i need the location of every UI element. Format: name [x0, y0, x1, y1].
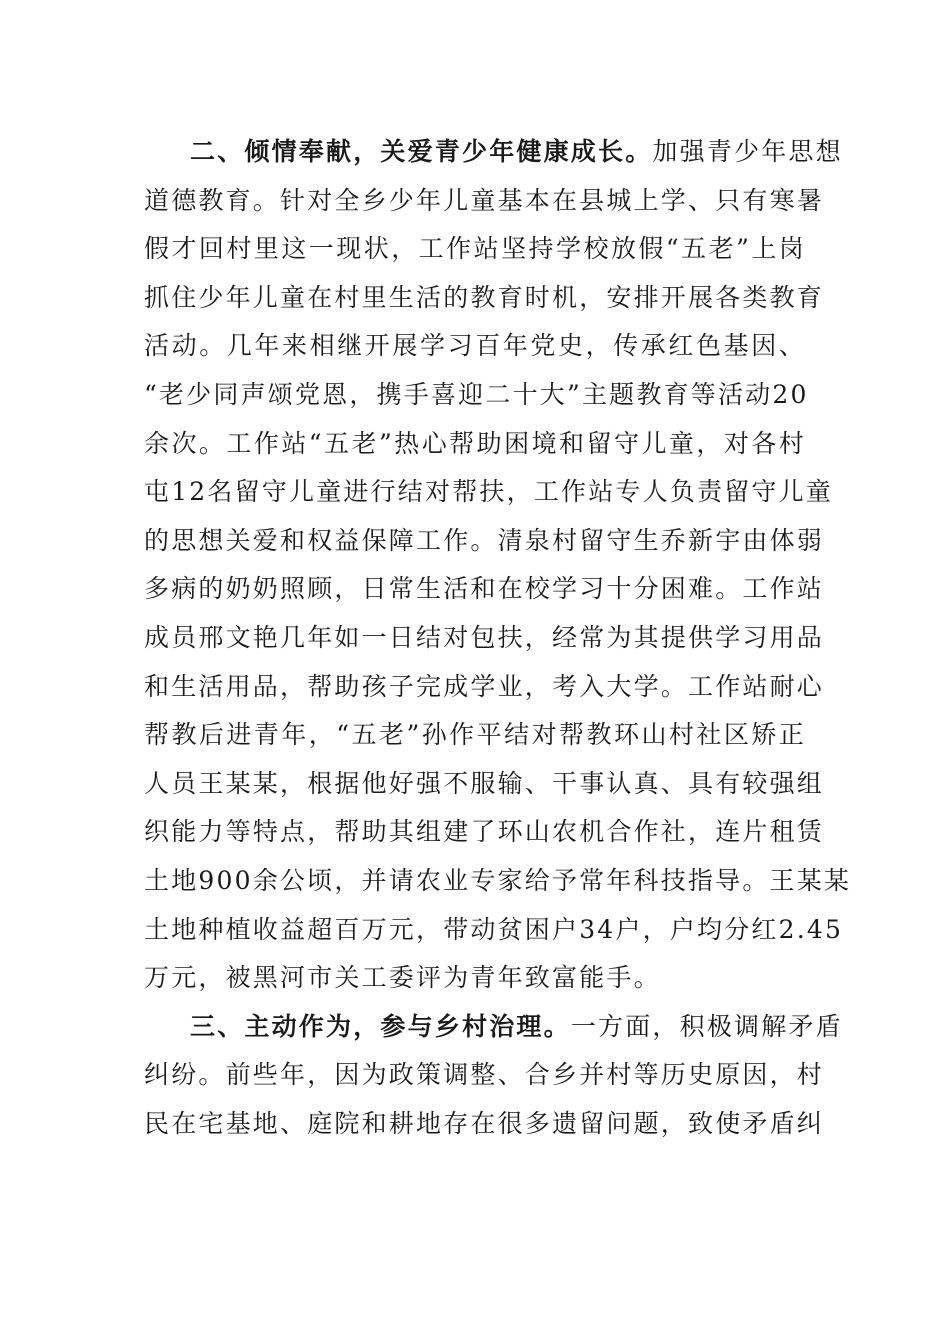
line-text: 和生活用品，帮助孩子完成学业，考入大学。工作站耐心 — [144, 671, 825, 701]
line-text: 土地种植收益超百万元，带动贫困户34户，户均分红2.45 — [144, 914, 844, 944]
text-line — [144, 663, 825, 712]
line-text: “老少同声颂党恩，携手喜迎二十大”主题教育等活动20 — [144, 379, 809, 409]
line-text: 成员邢文艳几年如一日结对包扶，经常为其提供学习用品 — [144, 622, 825, 652]
text-line — [144, 468, 834, 517]
text-line — [144, 711, 806, 760]
line-text: 织能力等特点，帮助其组建了环山农机合作社，连片租赁 — [144, 817, 825, 847]
line-text: 纠纷。前些年，因为政策调整、合乡并村等历史原因，村 — [144, 1060, 825, 1090]
line-text: 民在宅基地、庭院和耕地存在很多遗留问题，致使矛盾纠 — [144, 1108, 825, 1138]
text-line — [144, 274, 825, 323]
line-text: 余次。工作站“五老”热心帮助困境和留守儿童，对各村 — [144, 428, 806, 458]
text-line — [144, 517, 825, 566]
text-line — [144, 760, 825, 809]
text-line — [144, 1051, 825, 1100]
line-text: 土地900余公顷，并请农业专家给予常年科技指导。王某某 — [144, 865, 852, 895]
text-line — [144, 225, 806, 274]
text-line — [144, 857, 852, 906]
line-text: 人员王某某，根据他好强不服输、干事认真、具有较强组 — [144, 768, 825, 798]
text-line — [144, 808, 825, 857]
text-line — [144, 614, 825, 663]
line-text: 活动。几年来相继开展学习百年党史，传承红色基因、 — [144, 331, 806, 361]
line-text: 万元，被黑河市关工委评为青年致富能手。 — [144, 963, 661, 993]
text-line — [144, 906, 844, 955]
text-line — [144, 177, 825, 226]
text-line — [144, 1100, 825, 1149]
line-text: 屯12名留守儿童进行结对帮扶，工作站专人负责留守儿童 — [144, 477, 834, 507]
text-line — [144, 565, 825, 614]
line-text: 一方面，积极调解矛盾 — [570, 1011, 843, 1041]
paragraph-first-line — [144, 128, 843, 177]
line-text: 多病的奶奶照顾，日常生活和在校学习十分困难。工作站 — [144, 574, 825, 604]
line-text: 假才回村里这一现状，工作站坚持学校放假“五老”上岗 — [144, 234, 806, 264]
section-heading: 三、主动作为，参与乡村治理。 — [190, 1011, 571, 1041]
text-line — [144, 322, 806, 371]
paragraph-first-line — [144, 1003, 843, 1052]
text-line — [144, 954, 806, 1003]
text-line — [144, 420, 806, 469]
line-text: 的思想关爱和权益保障工作。清泉村留守生乔新宇由体弱 — [144, 525, 825, 555]
document-body — [144, 128, 852, 1148]
line-text: 抓住少年儿童在村里生活的教育时机，安排开展各类教育 — [144, 282, 825, 312]
line-text: 加强青少年思想 — [652, 137, 843, 166]
line-text: 道德教育。针对全乡少年儿童基本在县城上学、只有寒暑 — [144, 185, 825, 215]
section-heading: 二、倾情奉献，关爱青少年健康成长。 — [190, 137, 653, 166]
line-text: 帮教后进青年，“五老”孙作平结对帮教环山村社区矫正 — [144, 720, 806, 750]
text-line — [144, 371, 809, 420]
